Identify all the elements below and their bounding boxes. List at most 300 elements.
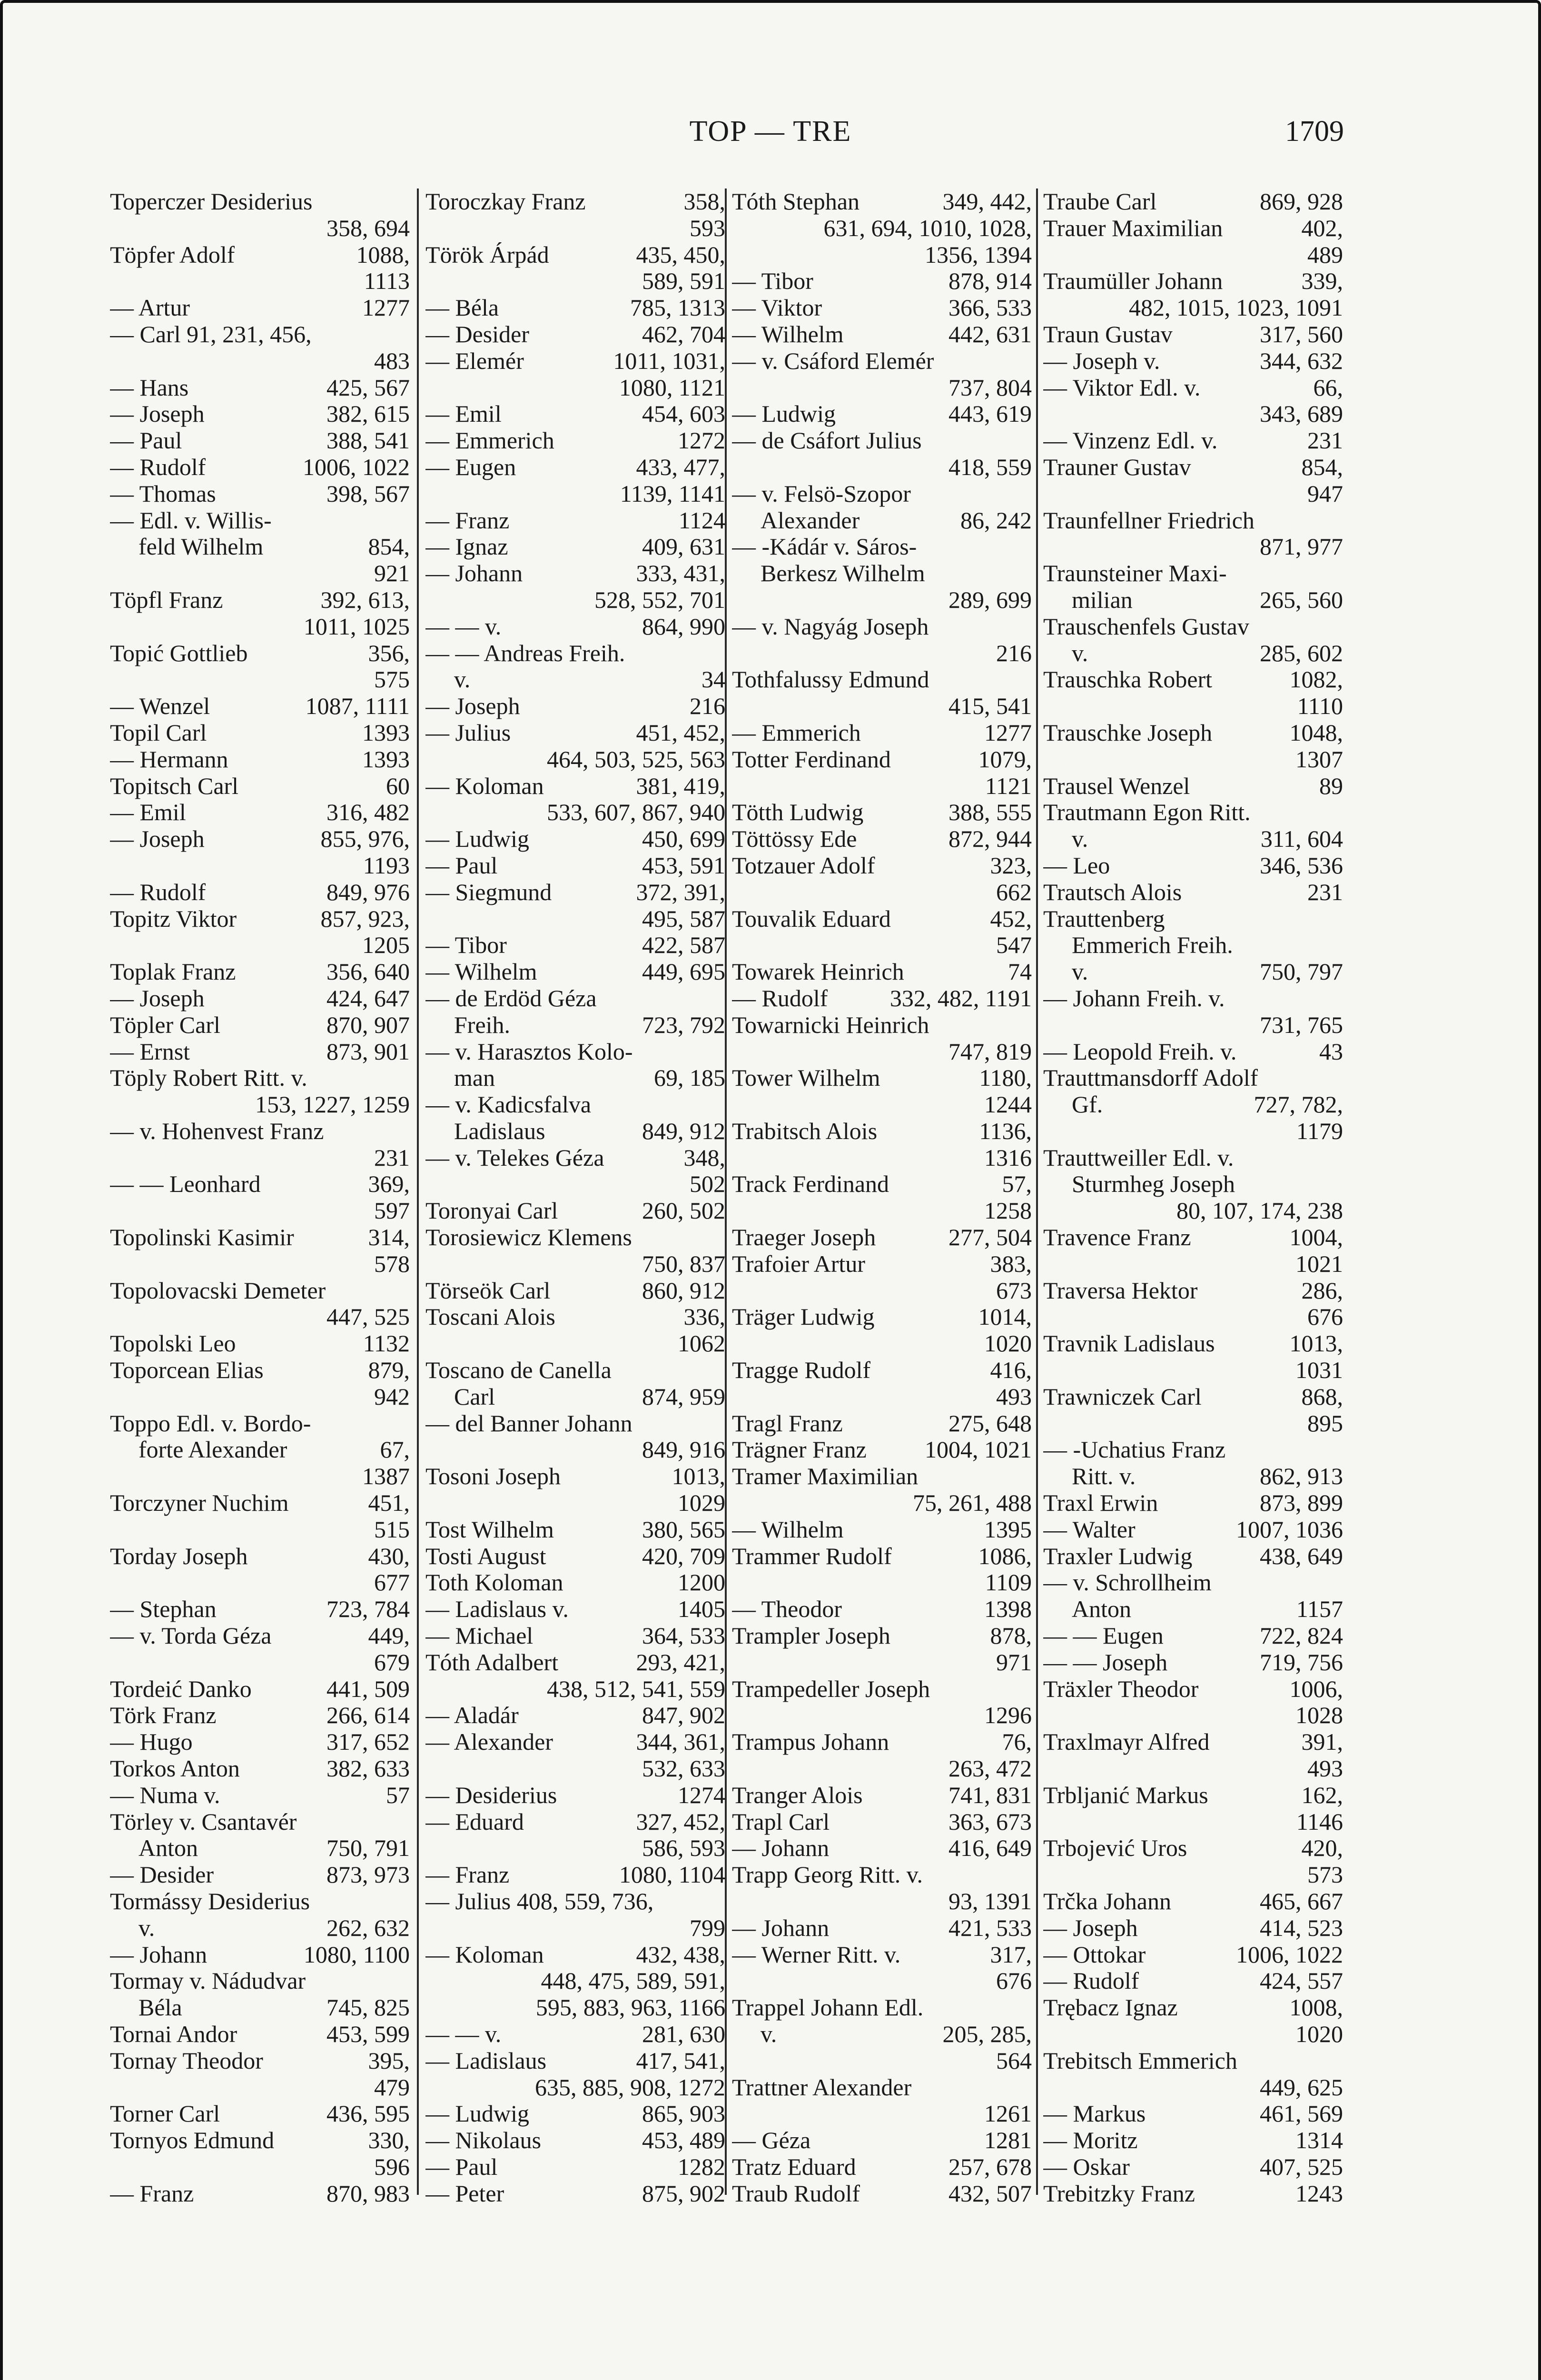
index-entry xyxy=(1043,587,1343,614)
index-entry xyxy=(1043,614,1343,640)
index-entry-continuation xyxy=(732,1702,1032,1729)
index-entry-continuation xyxy=(425,1755,725,1782)
index-entry-continuation xyxy=(1043,242,1343,268)
index-entry xyxy=(732,1065,1032,1091)
entry-page-refs: 432, 507 xyxy=(948,2180,1032,2207)
entry-page-refs: 854, xyxy=(1301,453,1343,480)
entry-name: feld Wilhelm xyxy=(138,534,264,560)
index-entry-continuation xyxy=(1043,1118,1343,1145)
entry-name: v. xyxy=(1072,826,1088,853)
index-entry xyxy=(732,2074,1032,2101)
entry-page-refs: 451, 452, xyxy=(636,719,725,746)
index-entry xyxy=(425,1039,725,1065)
entry-page-refs xyxy=(1025,427,1032,454)
index-entry xyxy=(732,295,1032,321)
index-entry xyxy=(425,2154,725,2181)
entry-page-refs: 402, xyxy=(1301,214,1343,241)
entry-page-refs: 1082, xyxy=(1289,666,1343,693)
entry-name: — Elemér xyxy=(425,347,524,374)
entry-page-refs: 80, 107, 174, 238 xyxy=(1176,1197,1343,1224)
entry-page-refs: 461, 569 xyxy=(1260,2100,1343,2127)
entry-name: Carl xyxy=(454,1383,495,1410)
entry-page-refs: 441, 509 xyxy=(326,1675,410,1702)
index-entry-continuation xyxy=(1043,1809,1343,1835)
entry-page-refs: 1124 xyxy=(678,506,725,534)
index-entry xyxy=(425,614,725,640)
entry-page-refs: 257, 678 xyxy=(948,2153,1032,2180)
index-entry-continuation xyxy=(110,1251,410,1278)
entry-page-refs: 1006, xyxy=(1289,1675,1343,1702)
entry-page-refs: 420, xyxy=(1301,1835,1343,1862)
index-entry xyxy=(1043,1596,1343,1623)
entry-name: — Wilhelm xyxy=(732,321,844,347)
entry-page-refs: 942 xyxy=(374,1383,410,1410)
entry-name: Trauttenberg xyxy=(1043,905,1165,932)
index-entry-continuation xyxy=(732,1330,1032,1357)
entry-name: — Wilhelm xyxy=(732,1516,844,1543)
index-entry-continuation xyxy=(110,215,410,242)
index-entry-continuation xyxy=(425,587,725,614)
index-entry xyxy=(110,1862,410,1888)
index-entry xyxy=(110,746,410,773)
index-entry xyxy=(732,1623,1032,1649)
index-entry xyxy=(110,1676,410,1703)
entry-page-refs: 745, 825 xyxy=(326,1994,410,2021)
entry-name: Törley v. Csantavér xyxy=(110,1808,297,1835)
entry-name: — Hermann xyxy=(110,746,228,773)
entry-page-refs: 93, 1391 xyxy=(948,1888,1032,1914)
index-entry-continuation xyxy=(110,560,410,587)
entry-page-refs: 1243 xyxy=(1295,2180,1343,2207)
entry-name: Trębacz Ignaz xyxy=(1043,1994,1178,2021)
index-entry xyxy=(425,2101,725,2127)
entry-name: — — Joseph xyxy=(1043,1649,1168,1676)
index-entry xyxy=(425,1782,725,1809)
entry-page-refs: 878, 914 xyxy=(948,268,1032,295)
entry-name: Travence Franz xyxy=(1043,1224,1191,1251)
index-entry-continuation xyxy=(110,1517,410,1543)
entry-page-refs xyxy=(719,1888,725,1915)
index-entry xyxy=(732,1942,1032,1968)
entry-page-refs: 383, xyxy=(990,1250,1032,1277)
index-entry xyxy=(1043,1091,1343,1118)
entry-name: — v. Kadicsfalva xyxy=(425,1091,592,1118)
index-entry xyxy=(425,1224,725,1251)
index-entry xyxy=(1043,1888,1343,1915)
entry-name: Trägner Franz xyxy=(732,1437,867,1463)
index-entry xyxy=(1043,348,1343,375)
entry-page-refs: 1179 xyxy=(1296,1117,1343,1144)
entry-page-refs: 418, 559 xyxy=(948,453,1032,480)
entry-name: — Ludwig xyxy=(732,401,836,427)
entry-page-refs: 430, xyxy=(368,1542,410,1569)
index-entry xyxy=(110,799,410,826)
entry-page-refs: 265, 560 xyxy=(1260,586,1343,613)
entry-name: — Wenzel xyxy=(110,693,210,720)
entry-name: Totzauer Adolf xyxy=(732,852,875,879)
entry-page-refs: 564 xyxy=(996,2047,1032,2074)
entry-name: Toth Koloman xyxy=(425,1569,563,1596)
entry-page-refs: 364, 533 xyxy=(642,1622,725,1649)
entry-name: — v. Nagyág Joseph xyxy=(732,613,929,640)
entry-page-refs: 1205 xyxy=(362,932,410,959)
index-entry xyxy=(732,401,1032,427)
index-entry xyxy=(110,693,410,720)
index-entry xyxy=(1043,2127,1343,2154)
entry-name: Tranger Alois xyxy=(732,1782,863,1808)
index-entry-continuation xyxy=(425,799,725,826)
index-entry-continuation xyxy=(732,587,1032,614)
index-entry-continuation xyxy=(732,879,1032,906)
index-entry xyxy=(732,746,1032,773)
index-entry xyxy=(732,1676,1032,1703)
entry-name: — -Uchatius Franz xyxy=(1043,1437,1226,1463)
entry-page-refs: 447, 525 xyxy=(326,1303,410,1330)
index-entry xyxy=(425,985,725,1012)
entry-page-refs: 417, 541, xyxy=(636,2047,725,2074)
entry-name: Torkos Anton xyxy=(110,1755,240,1782)
entry-name: — Joseph v. xyxy=(1043,347,1160,374)
entry-page-refs: 868, xyxy=(1301,1383,1343,1410)
index-entry xyxy=(732,826,1032,853)
index-entry-continuation xyxy=(110,853,410,879)
index-entry xyxy=(110,1755,410,1782)
entry-name: Török Árpád xyxy=(425,241,549,268)
entry-page-refs: 449, 695 xyxy=(642,958,725,985)
index-entry-continuation xyxy=(1043,1862,1343,1888)
entry-name: Trebitzky Franz xyxy=(1043,2180,1195,2207)
entry-page-refs: 750, 791 xyxy=(326,1835,410,1862)
index-entry xyxy=(732,1304,1032,1330)
index-entry xyxy=(425,534,725,560)
entry-page-refs: 75, 261, 488 xyxy=(913,1489,1032,1517)
entry-page-refs: 1062 xyxy=(678,1330,725,1357)
entry-page-refs: 317, 652 xyxy=(326,1728,410,1755)
entry-page-refs xyxy=(719,640,725,667)
entry-page-refs: 67, xyxy=(380,1436,410,1463)
entry-page-refs xyxy=(719,1224,725,1251)
index-entry xyxy=(1043,1224,1343,1251)
index-entry xyxy=(110,985,410,1012)
page-header xyxy=(3,115,1538,158)
index-entry-continuation xyxy=(732,2048,1032,2074)
index-entry xyxy=(732,1118,1032,1145)
index-entry xyxy=(1043,560,1343,587)
index-entry xyxy=(425,1118,725,1145)
entry-name: Topitsch Carl xyxy=(110,773,239,799)
entry-page-refs xyxy=(403,507,410,534)
entry-page-refs: 424, 557 xyxy=(1260,1967,1343,1994)
index-entry xyxy=(425,1145,725,1171)
entry-page-refs: 847, 902 xyxy=(642,1702,725,1729)
index-entry xyxy=(1043,2101,1343,2127)
entry-name: — Desider xyxy=(425,321,529,347)
entry-page-refs: 311, 604 xyxy=(1260,825,1343,853)
index-entry xyxy=(425,826,725,853)
index-entry xyxy=(110,534,410,560)
entry-page-refs: 673 xyxy=(996,1277,1032,1304)
index-entry xyxy=(425,1410,725,1437)
entry-name: Trauttmansdorff Adolf xyxy=(1043,1065,1258,1091)
entry-name: — Wilhelm xyxy=(425,959,537,985)
entry-page-refs: 727, 782, xyxy=(1254,1091,1343,1118)
entry-page-refs: 216 xyxy=(996,639,1032,666)
index-entry xyxy=(1043,2181,1343,2207)
entry-name: — Ottokar xyxy=(1043,1941,1146,1968)
entry-name: — Paul xyxy=(110,427,182,454)
entry-name: Topolski Leo xyxy=(110,1330,236,1357)
entry-page-refs: 317, xyxy=(990,1941,1032,1968)
index-entry xyxy=(425,2181,725,2207)
index-entry-continuation xyxy=(732,1888,1032,1915)
entry-name: — Ludwig xyxy=(425,826,530,853)
entry-name: Anton xyxy=(138,1835,198,1862)
index-entry-continuation xyxy=(110,2154,410,2181)
index-entry xyxy=(732,534,1032,560)
entry-page-refs: 421, 533 xyxy=(948,1914,1032,1941)
index-entry xyxy=(110,1543,410,1570)
entry-page-refs: 1316 xyxy=(984,1144,1032,1171)
index-entry xyxy=(1043,268,1343,295)
entry-page-refs: 1110 xyxy=(1297,693,1343,720)
index-entry xyxy=(110,1596,410,1623)
entry-page-refs xyxy=(1336,1437,1343,1463)
entry-name: Torosiewicz Klemens xyxy=(425,1224,632,1251)
entry-page-refs: 857, 923, xyxy=(320,905,410,932)
index-entry xyxy=(732,507,1032,534)
entry-name: Topolinski Kasimir xyxy=(110,1224,294,1251)
entry-page-refs: 358, xyxy=(683,188,725,215)
entry-page-refs: 344, 632 xyxy=(1260,347,1343,374)
entry-page-refs: 1282 xyxy=(678,2153,725,2180)
index-entry xyxy=(110,1357,410,1384)
entry-page-refs: 1011, 1025 xyxy=(303,613,410,640)
entry-name: Traunsteiner Maxi- xyxy=(1043,560,1227,587)
index-entry xyxy=(732,666,1032,693)
index-entry-continuation xyxy=(732,2101,1032,2127)
entry-page-refs: 573 xyxy=(1307,1861,1343,1888)
entry-page-refs xyxy=(1025,614,1032,640)
index-entry xyxy=(110,773,410,800)
entry-page-refs: 528, 552, 701 xyxy=(594,586,725,613)
entry-name: Tornay Theodor xyxy=(110,2047,263,2074)
entry-page-refs: 1011, 1031, xyxy=(613,347,725,374)
index-entry xyxy=(1043,1330,1343,1357)
entry-page-refs: 947 xyxy=(1307,480,1343,507)
entry-page-refs: 547 xyxy=(996,932,1032,959)
index-entry xyxy=(1043,773,1343,800)
index-entry xyxy=(425,959,725,985)
entry-name: — Leopold Freih. v. xyxy=(1043,1038,1237,1065)
entry-page-refs: 332, 482, 1191 xyxy=(889,984,1032,1012)
index-entry xyxy=(110,1809,410,1835)
index-entry xyxy=(1043,853,1343,879)
entry-name: Trauschke Joseph xyxy=(1043,719,1213,746)
entry-page-refs: 1004, 1021 xyxy=(925,1436,1032,1463)
entry-name: Trebitsch Emmerich xyxy=(1043,2047,1237,2074)
entry-page-refs: 1405 xyxy=(678,1596,725,1623)
entry-name: — v. Telekes Géza xyxy=(425,1144,604,1171)
entry-page-refs: 874, 959 xyxy=(642,1383,725,1410)
index-entry xyxy=(110,1888,410,1915)
index-entry-continuation xyxy=(1043,1304,1343,1330)
entry-page-refs xyxy=(1336,1145,1343,1171)
entry-page-refs xyxy=(1025,1676,1032,1703)
entry-page-refs: 1132 xyxy=(363,1330,410,1357)
index-entry xyxy=(1043,1915,1343,1942)
entry-page-refs: 420, 709 xyxy=(642,1542,725,1569)
entry-name: Trautmann Egon Ritt. xyxy=(1043,799,1251,826)
entry-page-refs: 873, 901 xyxy=(326,1038,410,1065)
entry-name: — de Erdöd Géza xyxy=(425,985,597,1012)
entry-name: Töpfer Adolf xyxy=(110,241,235,268)
index-entry xyxy=(732,720,1032,746)
entry-page-refs: 731, 765 xyxy=(1260,1011,1343,1038)
index-entry-continuation xyxy=(425,481,725,507)
entry-name: — Paul xyxy=(425,852,498,879)
entry-name: Topić Gottlieb xyxy=(110,640,248,666)
index-entry xyxy=(110,1915,410,1942)
entry-name: Topil Carl xyxy=(110,719,207,746)
entry-name: Tornyos Edmund xyxy=(110,2127,275,2154)
entry-page-refs: 34 xyxy=(701,666,725,693)
index-entry-continuation xyxy=(425,1994,725,2021)
index-entry-continuation xyxy=(425,375,725,401)
index-entry xyxy=(110,454,410,481)
entry-name: Tóth Adalbert xyxy=(425,1649,559,1676)
entry-name: — Joseph xyxy=(110,826,205,853)
index-entry xyxy=(1043,1835,1343,1862)
entry-name: — Julius 408, 559, 736, xyxy=(425,1888,654,1914)
entry-page-refs: 1031 xyxy=(1295,1357,1343,1384)
index-entry xyxy=(732,959,1032,985)
entry-name: Träxler Theodor xyxy=(1043,1676,1199,1702)
index-entry-continuation xyxy=(732,454,1032,481)
entry-name: Traxler Ludwig xyxy=(1043,1543,1193,1569)
entry-page-refs: 1261 xyxy=(984,2100,1032,2127)
entry-name: Tötth Ludwig xyxy=(732,799,864,826)
entry-page-refs: 662 xyxy=(996,878,1032,905)
entry-page-refs: 1146 xyxy=(1296,1808,1343,1835)
entry-page-refs: 388, 541 xyxy=(326,427,410,454)
entry-name: — Desider xyxy=(110,1862,214,1888)
entry-page-refs: 482, 1015, 1023, 1091 xyxy=(1129,294,1343,321)
entry-page-refs: 1281 xyxy=(984,2127,1032,2154)
index-entry-continuation xyxy=(1043,1198,1343,1224)
entry-name: — Ladislaus v. xyxy=(425,1596,569,1623)
index-entry-continuation xyxy=(425,2074,725,2101)
entry-page-refs xyxy=(1025,534,1032,560)
entry-page-refs: 864, 990 xyxy=(642,613,725,640)
index-entry xyxy=(425,1517,725,1543)
entry-name: Trawniczek Carl xyxy=(1043,1383,1202,1410)
entry-name: Traumüller Johann xyxy=(1043,268,1223,295)
entry-page-refs xyxy=(403,1278,410,1304)
entry-page-refs: 275, 648 xyxy=(948,1409,1032,1437)
entry-page-refs: 316, 482 xyxy=(326,799,410,826)
entry-page-refs: 453, 599 xyxy=(326,2020,410,2047)
page-number: 1709 xyxy=(1285,115,1344,148)
entry-page-refs: 737, 804 xyxy=(948,374,1032,401)
index-entry xyxy=(110,295,410,321)
entry-name: Trapl Carl xyxy=(732,1808,830,1835)
index-entry xyxy=(110,879,410,906)
index-entry xyxy=(1043,454,1343,481)
index-entry xyxy=(1043,1490,1343,1517)
entry-page-refs: 875, 902 xyxy=(642,2180,725,2207)
index-entry xyxy=(425,1729,725,1755)
index-entry xyxy=(732,188,1032,215)
entry-name: v. xyxy=(138,1914,155,1941)
entry-page-refs: 438, 649 xyxy=(1260,1542,1343,1569)
entry-page-refs: 854, xyxy=(368,533,410,560)
entry-page-refs: 382, 615 xyxy=(326,400,410,427)
index-entry xyxy=(425,1384,725,1410)
index-entry xyxy=(425,1198,725,1224)
entry-name: — -Kádár v. Sáros- xyxy=(732,534,917,560)
entry-page-refs: 266, 614 xyxy=(326,1702,410,1729)
entry-name: — — v. xyxy=(425,613,502,640)
entry-page-refs: 750, 837 xyxy=(642,1250,725,1277)
index-entry xyxy=(110,401,410,427)
index-entry xyxy=(732,268,1032,295)
entry-page-refs: 873, 973 xyxy=(326,1861,410,1888)
index-entry-continuation xyxy=(732,1490,1032,1517)
entry-name: — — Leonhard xyxy=(110,1171,261,1198)
index-entry xyxy=(732,2127,1032,2154)
index-entry xyxy=(425,321,725,348)
entry-name: Traeger Joseph xyxy=(732,1224,876,1251)
index-entry xyxy=(110,640,410,667)
entry-page-refs xyxy=(1025,1463,1032,1490)
entry-name: — v. Felsö-Szopor xyxy=(732,480,911,507)
index-entry-continuation xyxy=(425,1330,725,1357)
index-entry xyxy=(1043,1942,1343,1968)
index-entry xyxy=(1043,1039,1343,1065)
entry-name: — v. Csáford Elemér xyxy=(732,347,934,374)
entry-name: — Rudolf xyxy=(110,879,206,905)
index-entry xyxy=(732,481,1032,507)
entry-name: Tormay v. Nádudvar xyxy=(110,1968,306,1994)
entry-page-refs: 414, 523 xyxy=(1260,1914,1343,1941)
column-divider xyxy=(1036,188,1038,2195)
entry-page-refs: 871, 977 xyxy=(1260,533,1343,560)
index-entry xyxy=(425,427,725,454)
index-entry-continuation xyxy=(732,1649,1032,1676)
entry-page-refs: 722, 824 xyxy=(1260,1622,1343,1649)
entry-page-refs: 1013, xyxy=(672,1463,725,1490)
index-entry xyxy=(110,587,410,614)
entry-page-refs: 451, xyxy=(368,1489,410,1517)
entry-page-refs: 43 xyxy=(1319,1038,1343,1065)
entry-page-refs: 679 xyxy=(374,1648,410,1676)
index-entry-continuation xyxy=(1043,401,1343,427)
entry-name: Toscano de Canella xyxy=(425,1357,612,1384)
index-entry xyxy=(1043,720,1343,746)
index-entry xyxy=(110,2048,410,2074)
entry-name: — Ignaz xyxy=(425,534,508,560)
entry-page-refs xyxy=(719,985,725,1012)
entry-name: — del Banner Johann xyxy=(425,1410,632,1437)
entry-page-refs: 971 xyxy=(996,1648,1032,1676)
entry-page-refs xyxy=(1336,932,1343,959)
index-entry xyxy=(1043,507,1343,534)
index-entry xyxy=(425,454,725,481)
entry-name: — Desiderius xyxy=(425,1782,557,1808)
entry-page-refs: 865, 903 xyxy=(642,2100,725,2127)
index-entry-continuation xyxy=(732,1091,1032,1118)
column-divider xyxy=(417,188,419,2195)
